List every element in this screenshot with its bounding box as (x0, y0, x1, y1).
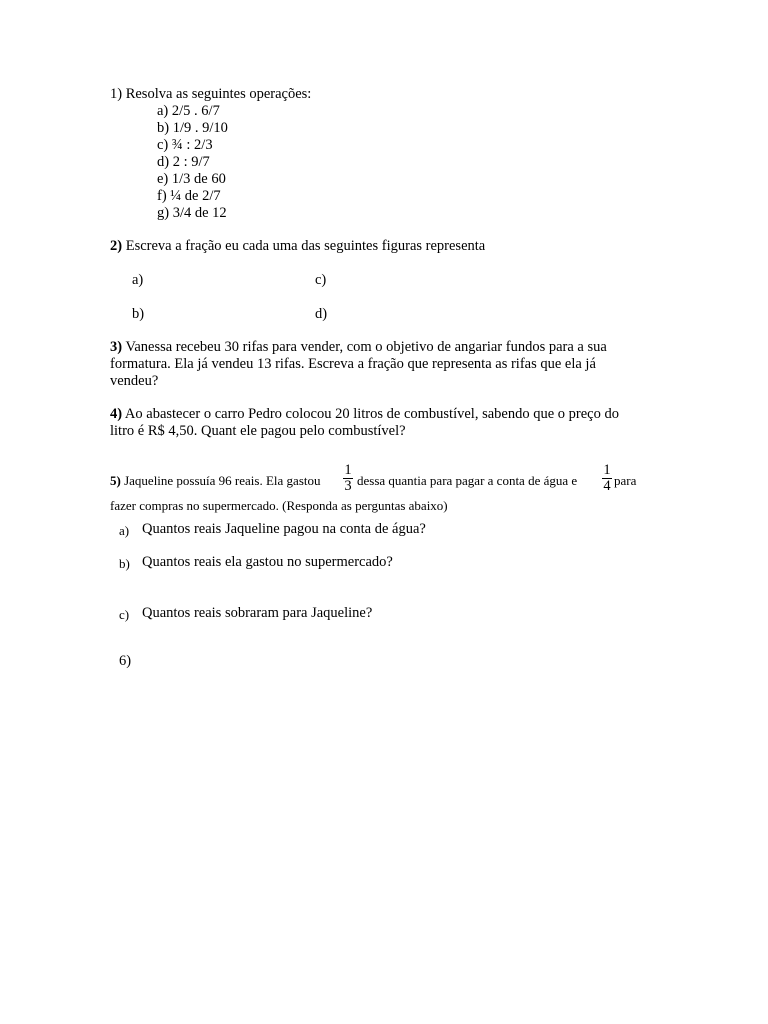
q3-line-2: formatura. Ela já vendeu 13 rifas. Escreva a fração que representa as rifas que ela já (110, 356, 596, 372)
q5-line-1c: para (614, 473, 637, 488)
fraction-denominator: 4 (603, 478, 611, 494)
q2-text (110, 238, 485, 255)
q5-number: 5) (110, 473, 121, 488)
q5-sub-c-text: Quantos reais sobraram para Jaqueline? (142, 605, 373, 621)
q1-item-b: b) 1/9 . 9/10 (157, 120, 228, 136)
q3-line-3: vendeu? (110, 373, 159, 389)
q2-label-a: a) (132, 272, 144, 288)
q5-line-1b: dessa quantia para pagar a conta de água e (357, 473, 578, 488)
q4-line-2: litro é R$ 4,50. Quant ele pagou pelo combustível? (110, 423, 406, 439)
q6-number: 6) (119, 653, 132, 669)
q2-number: 2) (110, 238, 123, 254)
q5-text-2: . Ela gastou (259, 473, 321, 488)
q1-item-a: a) 2/5 . 6/7 (157, 103, 220, 119)
q1-item-c: c) ¾ : 2/3 (157, 137, 213, 153)
q5-sub-b-label: b) (119, 556, 130, 571)
q2-statement: Escreva a fração eu cada uma das seguintes figuras representa (122, 238, 486, 254)
q2-label-c: c) (315, 272, 327, 288)
q1-title: 1) Resolva as seguintes operações: (110, 86, 312, 102)
fraction-denominator: 3 (344, 478, 352, 494)
q5-line-2 (110, 497, 448, 514)
q3-line-1 (110, 339, 607, 356)
q5-line-2a: fazer compras no supermercado (110, 498, 276, 513)
q1-item-e: e) 1/3 de 60 (157, 171, 226, 187)
fraction-numerator: 1 (344, 462, 352, 478)
q5-fraction-one-third (342, 463, 354, 494)
q4-text-1: Ao abastecer o carro Pedro colocou 20 litros de combustível, sabendo que o preço do (122, 406, 619, 422)
q1-item-d: d) 2 : 9/7 (157, 154, 210, 170)
q5-fraction-one-fourth (601, 463, 613, 494)
fraction-numerator: 1 (603, 462, 611, 478)
q5-sub-a-text: Quantos reais Jaqueline pagou na conta de água? (142, 521, 426, 537)
q5-text-1: Jaqueline possuía 96 reais (120, 473, 260, 488)
q1-item-f: f) ¼ de 2/7 (157, 188, 221, 204)
q1-item-g: g) 3/4 de 12 (157, 205, 227, 221)
q5-line-1a (110, 472, 321, 489)
q2-label-d: d) (315, 306, 328, 322)
q2-label-b: b) (132, 306, 145, 322)
q5-sub-c-label: c) (119, 607, 130, 622)
q4-line-1 (110, 406, 619, 423)
q5-sub-b-text: Quantos reais ela gastou no supermercado? (142, 554, 393, 570)
q5-sub-a-label: a) (119, 523, 130, 538)
q3-text-1: Vanessa recebeu 30 rifas para vender, com o objetivo de angariar fundos para a sua (122, 339, 607, 355)
q3-number: 3) (110, 339, 123, 355)
q4-number: 4) (110, 406, 123, 422)
q5-line-2b: . (Responda as perguntas abaixo) (275, 498, 448, 513)
